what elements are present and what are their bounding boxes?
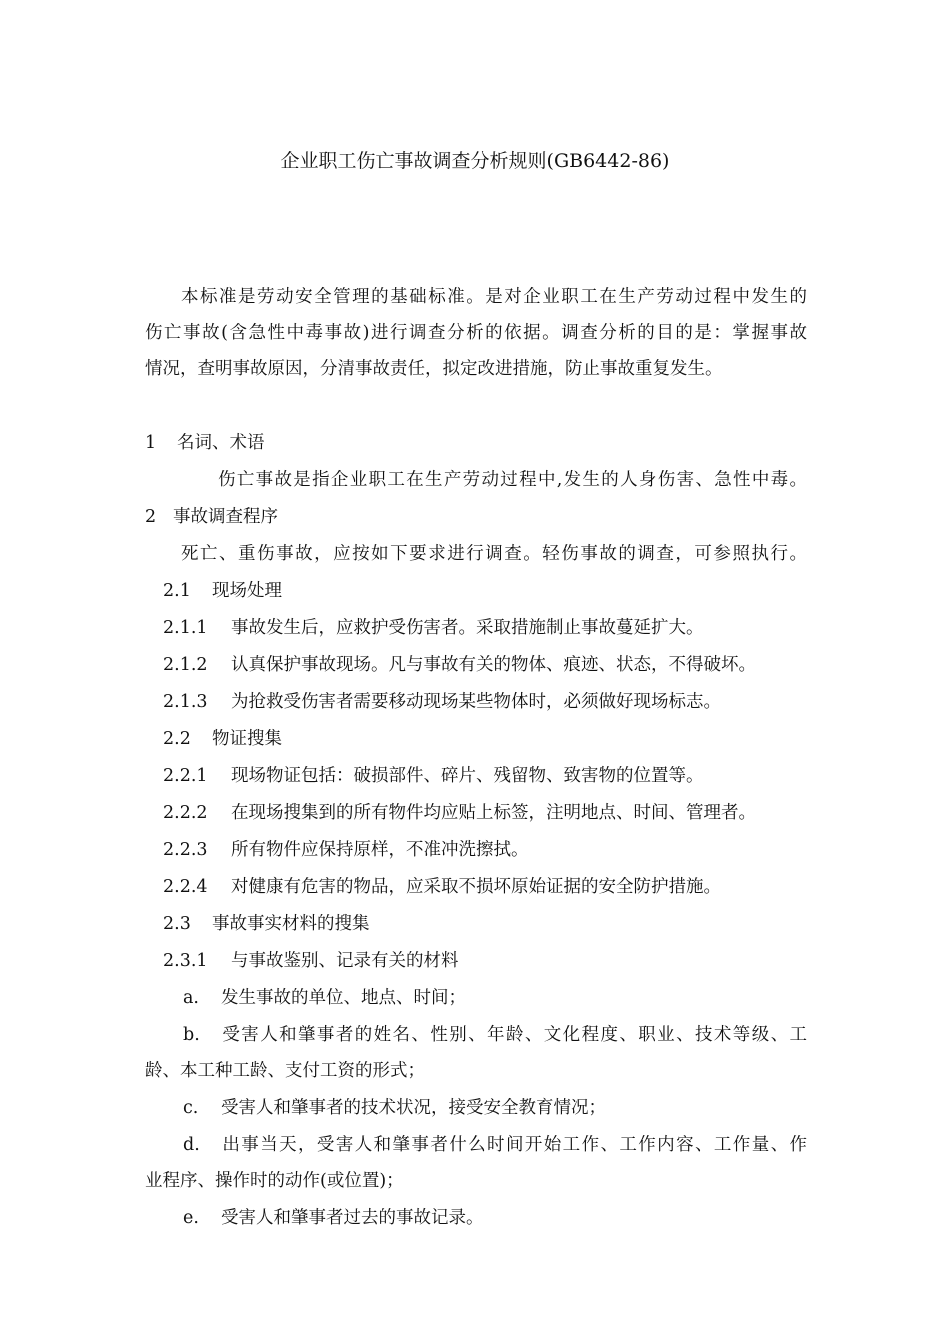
section-text: 事故发生后，应救护受伤害者。采取措施制止事故蔓延扩大。 — [231, 618, 704, 638]
item-text: 受害人和肇事者的姓名、性别、年龄、文化程度、职业、技术等级、工 — [221, 1025, 807, 1045]
section-2-1-heading — [163, 576, 282, 606]
section-2-2-2 — [163, 798, 756, 828]
section-2-1-1 — [163, 613, 704, 643]
section-text: 对健康有危害的物品，应采取不损坏原始证据的安全防护措施。 — [231, 877, 721, 897]
list-item-b — [183, 1020, 807, 1050]
section-number: 2.2.2 — [163, 803, 208, 823]
intro-line-3: 情况，查明事故原因，分清事故责任，拟定改进措施，防止事故重复发生。 — [145, 359, 723, 379]
list-item-e — [183, 1203, 484, 1233]
section-number: 2 — [145, 507, 157, 527]
section-2-2-1 — [163, 761, 704, 791]
section-text: 认真保护事故现场。凡与事故有关的物体、痕迹、状态，不得破坏。 — [231, 655, 756, 675]
section-2-2-heading — [163, 724, 282, 754]
intro-line-1: 本标准是劳动安全管理的基础标准。是对企业职工在生产劳动过程中发生的 — [181, 287, 807, 307]
section-number: 2.3 — [163, 914, 191, 934]
section-2-1-2 — [163, 650, 756, 680]
section-number: 2.2.4 — [163, 877, 208, 897]
section-text: 与事故鉴别、记录有关的材料 — [231, 951, 459, 971]
item-text: 受害人和肇事者的技术状况，接受安全教育情况； — [221, 1098, 606, 1118]
item-text: 出事当天，受害人和肇事者什么时间开始工作、工作内容、工作量、作 — [221, 1135, 807, 1155]
item-text: 发生事故的单位、地点、时间； — [221, 988, 466, 1008]
section-number: 2.1.1 — [163, 618, 208, 638]
section-number: 1 — [145, 433, 157, 453]
item-marker: c. — [183, 1098, 199, 1118]
section-1-heading — [145, 428, 265, 458]
section-text: 在现场搜集到的所有物件均应贴上标签，注明地点、时间、管理者。 — [231, 803, 756, 823]
section-label: 名词、术语 — [177, 433, 265, 453]
document-title: 企业职工伤亡事故调查分析规则(GB6442-86) — [280, 150, 670, 172]
intro-line-2: 伤亡事故(含急性中毒事故)进行调查分析的依据。调查分析的目的是：掌握事故 — [145, 323, 807, 343]
section-2-1-3 — [163, 687, 721, 717]
item-marker: d. — [183, 1135, 200, 1155]
item-marker: e. — [183, 1208, 199, 1228]
section-label: 事故事实材料的搜集 — [212, 914, 370, 934]
section-label: 物证搜集 — [212, 729, 282, 749]
list-item-a — [183, 983, 466, 1013]
section-text: 所有物件应保持原样，不准冲洗擦拭。 — [231, 840, 529, 860]
list-item-b-continuation: 龄、本工种工龄、支付工资的形式； — [145, 1061, 425, 1081]
section-label: 事故调查程序 — [173, 507, 278, 527]
section-2-heading — [145, 502, 278, 532]
section-text: 现场物证包括：破损部件、碎片、残留物、致害物的位置等。 — [231, 766, 704, 786]
section-2-2-3 — [163, 835, 529, 865]
item-marker: a. — [183, 988, 199, 1008]
section-number: 2.3.1 — [163, 951, 208, 971]
item-text: 受害人和肇事者过去的事故记录。 — [221, 1208, 484, 1228]
item-marker: b. — [183, 1025, 200, 1045]
section-number: 2.2 — [163, 729, 191, 749]
section-2-2-4 — [163, 872, 721, 902]
section-1-text: 伤亡事故是指企业职工在生产劳动过程中,发生的人身伤害、急性中毒。 — [218, 470, 807, 490]
list-item-c — [183, 1093, 606, 1123]
section-2-3-heading — [163, 909, 370, 939]
section-2-text: 死亡、重伤事故，应按如下要求进行调查。轻伤事故的调查，可参照执行。 — [181, 544, 807, 564]
section-label: 现场处理 — [212, 581, 282, 601]
section-number: 2.1 — [163, 581, 191, 601]
list-item-d — [183, 1130, 807, 1160]
section-number: 2.1.3 — [163, 692, 208, 712]
list-item-d-continuation: 业程序、操作时的动作(或位置)； — [145, 1171, 404, 1191]
section-number: 2.2.3 — [163, 840, 208, 860]
section-2-3-1 — [163, 946, 459, 976]
section-text: 为抢救受伤害者需要移动现场某些物体时，必须做好现场标志。 — [231, 692, 721, 712]
section-number: 2.2.1 — [163, 766, 208, 786]
section-number: 2.1.2 — [163, 655, 208, 675]
